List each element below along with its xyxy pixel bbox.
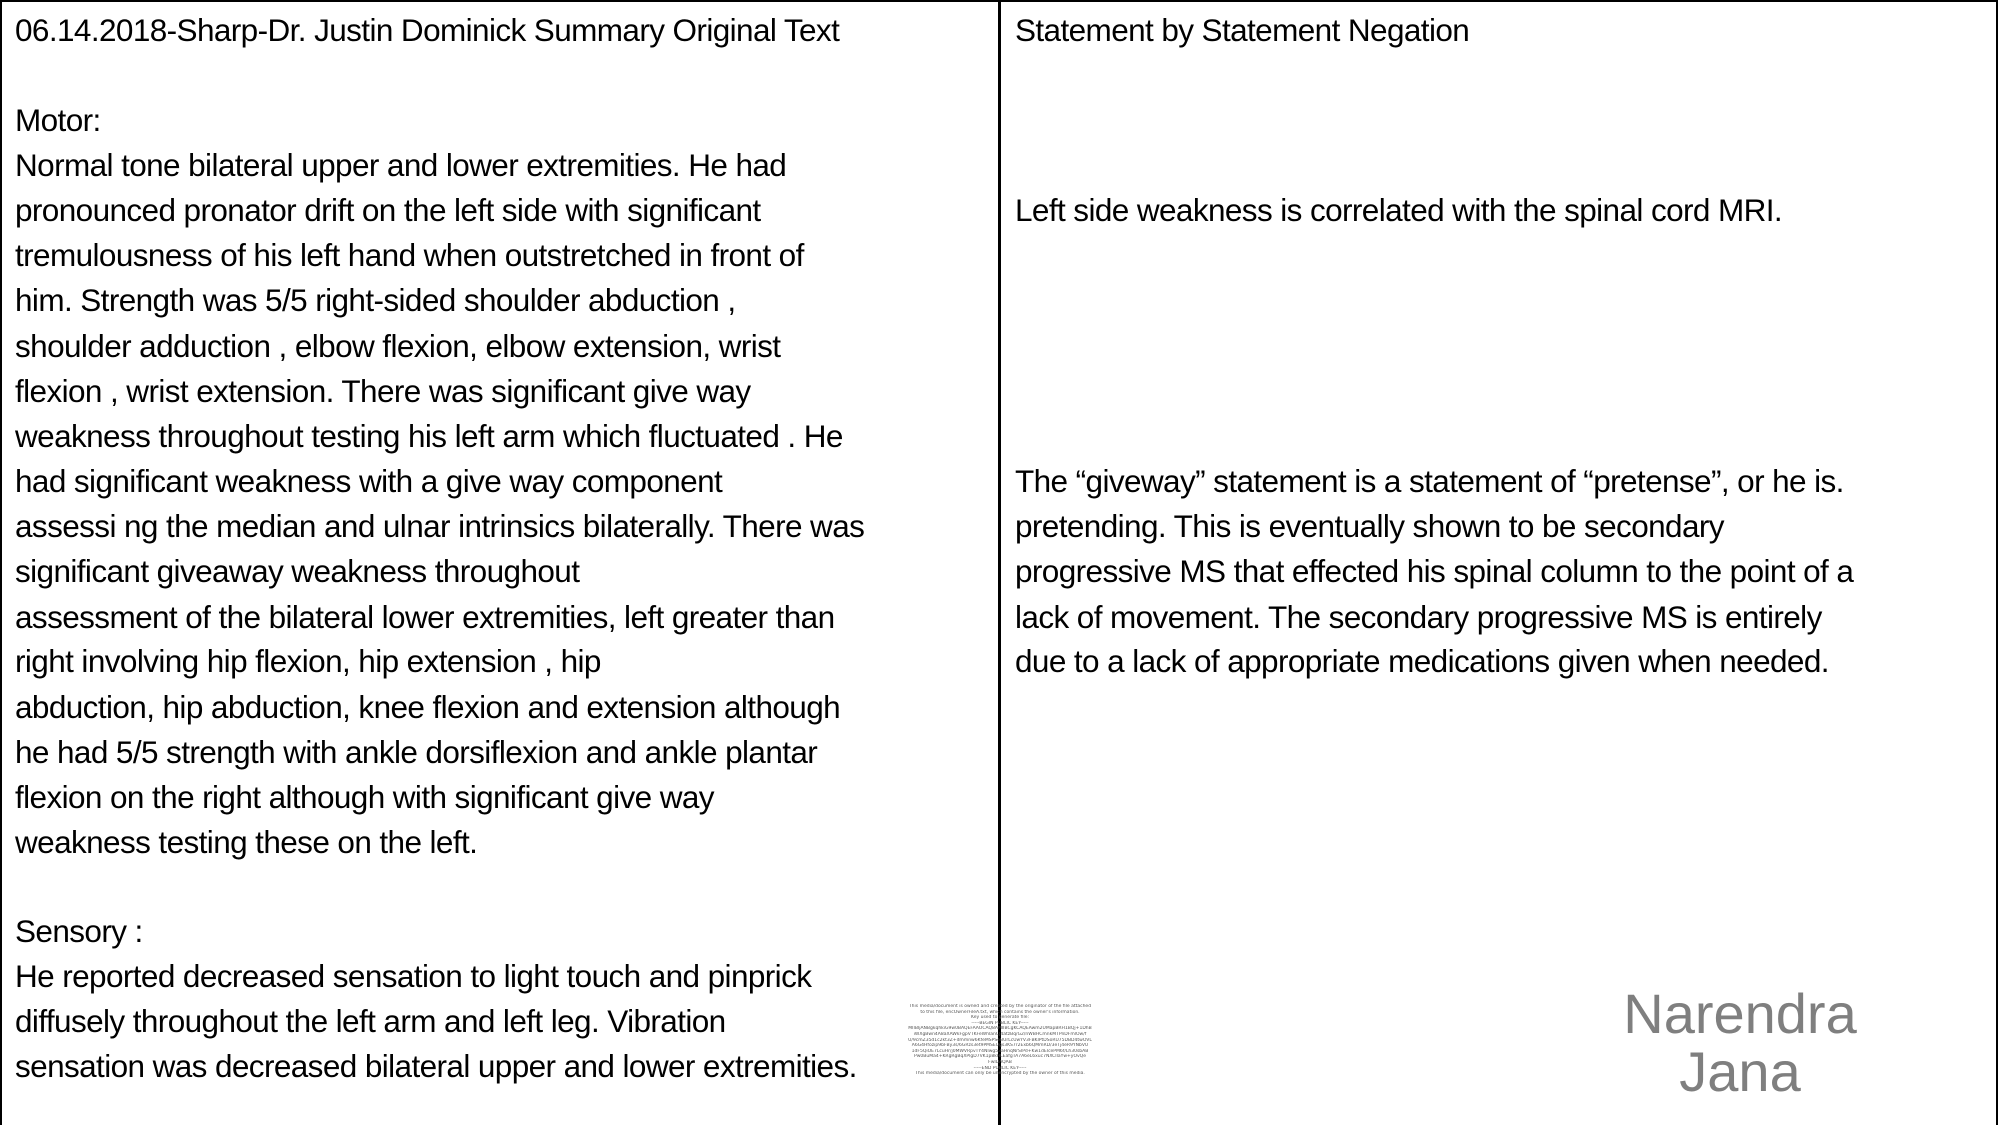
- watermark-line: This media/document can only be unencrypted by the owner of this media.: [915, 1071, 1085, 1077]
- motor-line: had significant weakness with a give way component: [15, 463, 723, 499]
- watermark-line: This media/document is owned and created by the originator of the file attached: [908, 1004, 1092, 1009]
- watermark-line: iWXgBwn4A8aXAWkFgpVTKFeWhIanCJ4atzBq/G2/nWBHCmnkMTPnDFmlOw/f: [913, 1031, 1087, 1037]
- watermark-line: A6G4Hfozip9bFBy3s/6GRzs3et9PMSEUgs3KS7r2Exb6QMmRD/3eTj4eR9YNbVU: [911, 1043, 1089, 1049]
- sensory-line: He reported decreased sensation to light touch and pinprick: [15, 958, 812, 994]
- sensory-heading: Sensory :: [15, 913, 143, 949]
- motor-line: significant giveaway weakness throughout: [15, 553, 580, 589]
- negation-line: progressive MS that effected his spinal column to the point of a: [1015, 553, 1854, 589]
- watermark-line: -----BEGIN PUBLIC KEY-----: [971, 1020, 1029, 1026]
- left-column-title: 06.14.2018-Sharp-Dr. Justin Dominick Summary Original Text: [15, 12, 840, 48]
- sensory-line: diffusely throughout the left arm and left leg. Vibration: [15, 1003, 726, 1039]
- watermark-line: FwIDAQAB: [988, 1059, 1012, 1065]
- motor-line: he had 5/5 strength with ankle dorsiflexion and ankle plantar: [15, 734, 818, 770]
- motor-line: Normal tone bilateral upper and lower extremities. He had: [15, 147, 787, 183]
- author-first-name: Narendra: [1623, 982, 1857, 1045]
- watermark-line: -----END PUBLIC KEY-----: [973, 1065, 1027, 1071]
- motor-line: flexion on the right although with significant give way: [15, 779, 714, 815]
- motor-line: tremulousness of his left hand when outstretched in front of: [15, 237, 804, 273]
- motor-line: shoulder adduction , elbow flexion, elbow extension, wrist: [15, 328, 781, 364]
- right-column-title: Statement by Statement Negation: [1015, 12, 1470, 48]
- watermark-line: Pw0BuMa4+KRgRgBqXPlgD7VK1p8kHLEafgTA7A6eL6xuc7NXCIlaYw+yOvQe: [914, 1054, 1086, 1060]
- motor-line: flexion , wrist extension. There was significant give way: [15, 373, 751, 409]
- negation-line: pretending. This is eventually shown to be secondary: [1015, 508, 1724, 544]
- motor-heading: Motor:: [15, 102, 101, 138]
- motor-line: right involving hip flexion, hip extension , hip: [15, 643, 601, 679]
- watermark-line: U/9cmZ35d1c2kt3Z+dmmnw6KfeMSPSeBUrLcUwYV3FBKIPtDSoRU75DBD4twOVL: [908, 1037, 1092, 1043]
- sensory-line: sensation was decreased bilateral upper and lower extremities.: [15, 1048, 857, 1084]
- author-signature: [1600, 982, 1880, 1103]
- motor-line: assessi ng the median and ulnar intrinsics bilaterally. There was: [15, 508, 865, 544]
- negation-line: The “giveway” statement is a statement of “pretense”, or he is.: [1015, 463, 1844, 499]
- author-last-name: Jana: [1679, 1040, 1801, 1103]
- watermark-line: to this file, encOwnerFileA.txt, which contains the owner's information.: [920, 1009, 1080, 1015]
- motor-line: assessment of the bilateral lower extremities, left greater than: [15, 599, 835, 635]
- column-divider: [998, 0, 1001, 1125]
- motor-line: weakness throughout testing his left arm which fluctuated . He: [15, 418, 843, 454]
- motor-line: pronounced pronator drift on the left side with significant: [15, 192, 761, 228]
- motor-line: weakness testing these on the left.: [15, 824, 478, 860]
- negation-line: lack of movement. The secondary progressive MS is entirely: [1015, 599, 1822, 635]
- watermark-line: MIIBIjANBgkqhkiG9w0BAQEFAAOCAQ8AMIIBCgKCAQEAwm2UMapBRH1BQj+1DhB: [908, 1026, 1092, 1032]
- watermark-line: Key used to generate file:: [971, 1015, 1029, 1021]
- negation-line: due to a lack of appropriate medications given when needed.: [1015, 643, 1829, 679]
- watermark-line: 1dF5QiOE7LcuHr/j0MWVRpvTY4NIwg53aHnqNrSIPd+Kw1dEIcePM6f/Lh30sbAB: [911, 1048, 1089, 1054]
- motor-line: him. Strength was 5/5 right-sided shoulder abduction ,: [15, 282, 736, 318]
- ownership-watermark: [898, 1004, 1102, 1077]
- motor-line: abduction, hip abduction, knee flexion and extension although: [15, 689, 841, 725]
- negation-note: Left side weakness is correlated with the spinal cord MRI.: [1015, 192, 1783, 228]
